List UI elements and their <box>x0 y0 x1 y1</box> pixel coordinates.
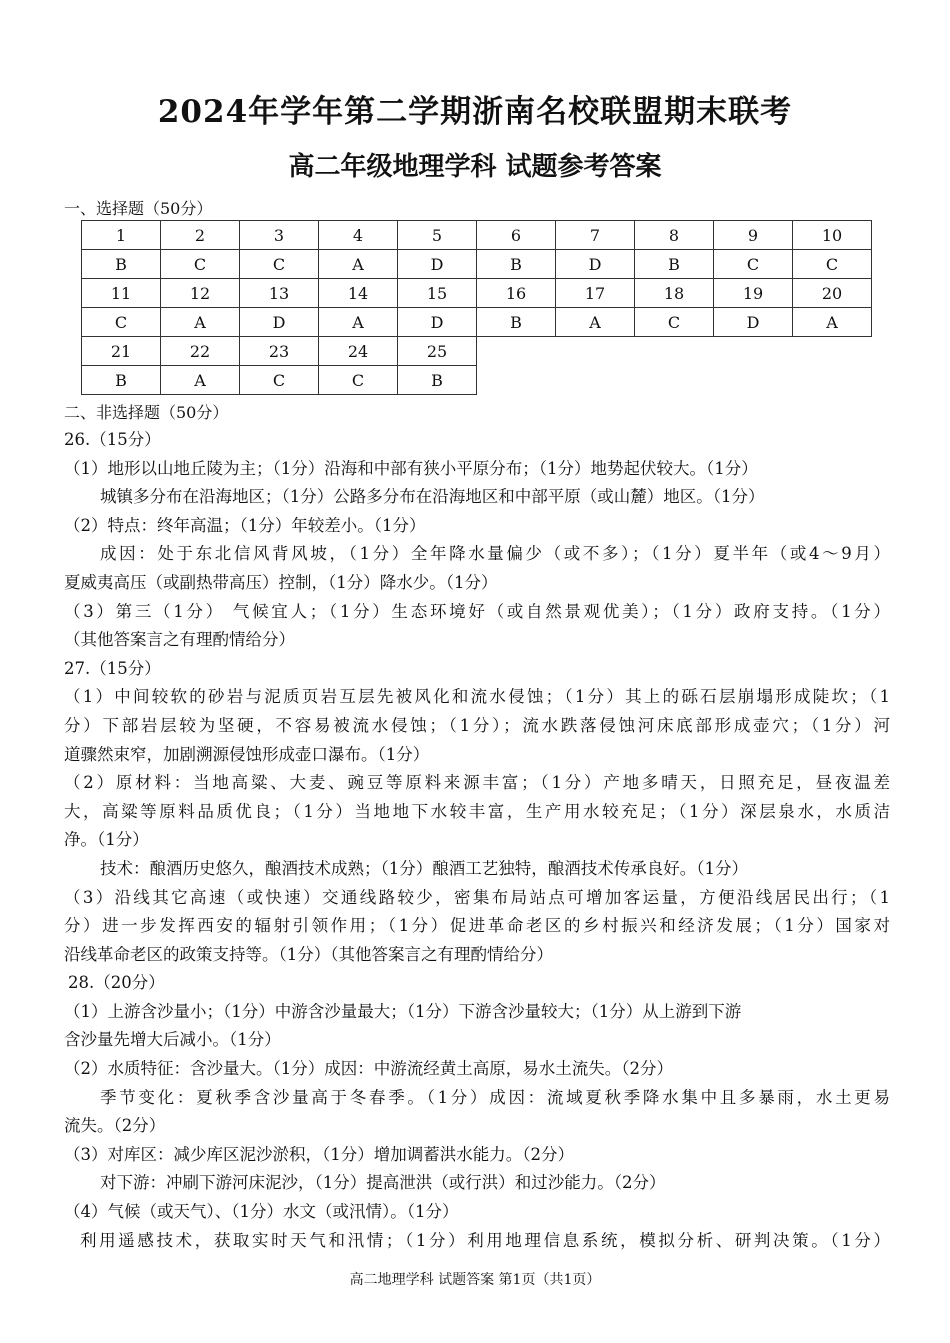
answer-cell: D <box>240 308 319 337</box>
question-number-cell: 24 <box>319 337 398 366</box>
question-number-cell: 23 <box>240 337 319 366</box>
answer-line: （其他答案言之有理酌情给分） <box>64 630 295 650</box>
question-number-cell: 18 <box>635 279 714 308</box>
answer-cell: A <box>556 308 635 337</box>
question-number-cell: 11 <box>82 279 161 308</box>
answer-cell: A <box>319 250 398 279</box>
question-number-cell: 21 <box>82 337 161 366</box>
question-number-cell: 15 <box>398 279 477 308</box>
answer-cell: B <box>82 366 161 395</box>
answer-line: 道骤然束窄，加剧溯源侵蚀形成壶口瀑布。（1分） <box>64 744 430 764</box>
question-number-row <box>82 221 872 250</box>
empty-cell <box>477 366 556 395</box>
page-footer: 高二地理学科 试题答案 第1页（共1页） <box>349 1272 601 1288</box>
question-number-cell: 14 <box>319 279 398 308</box>
answer-line: 技术：酿酒历史悠久，酿酒技术成熟；（1分）酿酒工艺独特，酿酒技术传承良好。（1分） <box>100 858 748 878</box>
page-subtitle: 高二年级地理学科 试题参考答案 <box>288 152 662 182</box>
question-number-row <box>82 279 872 308</box>
answer-cell: B <box>82 250 161 279</box>
answer-line: （4）气候（或天气）、（1分）水文（或汛情）。（1分） <box>64 1202 459 1222</box>
answer-cell: B <box>398 366 477 395</box>
answer-line: 成因：处于东北信风背风坡，（1分）全年降水量偏少（或不多）；（1分）夏半年（或4～9月） <box>100 544 890 564</box>
question-number-cell: 8 <box>635 221 714 250</box>
question-number-row <box>82 337 872 366</box>
answer-line: （2）原材料：当地高粱、大麦、豌豆等原料来源丰富；（1分）产地多晴天，日照充足，昼夜温差 <box>64 773 890 793</box>
question-number-cell: 13 <box>240 279 319 308</box>
answer-line: 夏威夷高压（或副热带高压）控制，（1分）降水少。（1分） <box>64 572 498 592</box>
answer-cell: D <box>556 250 635 279</box>
answer-cell: C <box>240 250 319 279</box>
question-number-cell: 25 <box>398 337 477 366</box>
empty-cell <box>635 366 714 395</box>
empty-cell <box>793 366 872 395</box>
question-number-cell: 5 <box>398 221 477 250</box>
answer-line: （1）上游含沙量小；（1分）中游含沙量最大；（1分）下游含沙量较大；（1分）从上游到下游 <box>64 1001 742 1021</box>
answer-cell: B <box>477 308 556 337</box>
section-heading-choice: 一、选择题（50分） <box>64 199 213 218</box>
question-number-cell: 9 <box>714 221 793 250</box>
answer-cell: C <box>635 308 714 337</box>
answer-table <box>81 220 872 395</box>
answer-row <box>82 308 872 337</box>
answer-line: 分）下部岩层较为坚硬，不容易被流水侵蚀；（1分）；流水跌落侵蚀河床底部形成壶穴；（1分）河 <box>64 715 890 735</box>
answer-line: 净。（1分） <box>64 830 149 850</box>
answer-line: （1）中间较软的砂岩与泥质页岩互层先被风化和流水侵蚀；（1分）其上的砾石层崩塌形成陡坎；（1 <box>64 687 890 707</box>
question-number-cell: 19 <box>714 279 793 308</box>
empty-cell <box>793 337 872 366</box>
answer-line: 沿线革命老区的政策支持等。（1分）（其他答案言之有理酌情给分） <box>64 944 553 964</box>
section-heading-nonchoice: 二、非选择题（50分） <box>64 403 229 422</box>
page-title: 2024年学年第二学期浙南名校联盟期末联考 <box>157 94 793 130</box>
answer-row <box>82 250 872 279</box>
empty-cell <box>556 337 635 366</box>
answer-line: （1）地形以山地丘陵为主；（1分）沿海和中部有狭小平原分布；（1分）地势起伏较大。（1分） <box>64 458 758 478</box>
answer-line: 对下游：冲刷下游河床泥沙，（1分）提高泄洪（或行洪）和过沙能力。（2分） <box>100 1173 666 1193</box>
answer-cell: C <box>793 250 872 279</box>
empty-cell <box>714 366 793 395</box>
answer-cell: D <box>714 308 793 337</box>
answer-cell: D <box>398 250 477 279</box>
answer-cell: C <box>240 366 319 395</box>
answer-row <box>82 366 872 395</box>
answer-cell: A <box>793 308 872 337</box>
answer-line: 流失。（2分） <box>64 1116 166 1136</box>
question-number-cell: 20 <box>793 279 872 308</box>
question-number-cell: 2 <box>161 221 240 250</box>
empty-cell <box>477 337 556 366</box>
answer-cell: A <box>161 366 240 395</box>
question-number-cell: 16 <box>477 279 556 308</box>
question-number-cell: 17 <box>556 279 635 308</box>
answer-line: 城镇多分布在沿海地区；（1分）公路多分布在沿海地区和中部平原（或山麓）地区。（1分） <box>100 487 765 507</box>
answer-cell: A <box>161 308 240 337</box>
empty-cell <box>714 337 793 366</box>
question-number-cell: 22 <box>161 337 240 366</box>
answer-line: （3）第三（1分） 气候宜人；（1分）生态环境好（或自然景观优美）；（1分）政府支持。（1分） <box>64 601 890 621</box>
answer-cell: C <box>319 366 398 395</box>
answer-line: 季节变化：夏秋季含沙量高于冬春季。（1分）成因：流域夏秋季降水集中且多暴雨，水土更易 <box>100 1087 890 1107</box>
answer-body <box>64 426 890 1255</box>
answer-line: （2）水质特征：含沙量大。（1分）成因：中游流经黄土高原，易水土流失。（2分） <box>64 1059 673 1079</box>
question-number-cell: 7 <box>556 221 635 250</box>
answer-cell: D <box>398 308 477 337</box>
answer-line: 分）进一步发挥西安的辐射引领作用；（1分）促进革命老区的乡村振兴和经济发展；（1分）国家对 <box>64 916 890 936</box>
answer-cell: A <box>319 308 398 337</box>
question-number-cell: 4 <box>319 221 398 250</box>
answer-line: （3）沿线其它高速（或快速）交通线路较少，密集布局站点可增加客运量，方便沿线居民出行；（1 <box>64 887 890 907</box>
answer-line: 含沙量先增大后减小。（1分） <box>64 1030 281 1050</box>
answer-line: 27.（15分） <box>64 658 161 678</box>
answer-cell: C <box>714 250 793 279</box>
answer-cell: C <box>161 250 240 279</box>
empty-cell <box>635 337 714 366</box>
answer-cell: B <box>635 250 714 279</box>
question-number-cell: 12 <box>161 279 240 308</box>
answer-line: （3）对库区：减少库区泥沙淤积，（1分）增加调蓄洪水能力。（2分） <box>64 1144 574 1164</box>
question-number-cell: 10 <box>793 221 872 250</box>
answer-line: （2）特点：终年高温；（1分）年较差小。（1分） <box>64 515 426 535</box>
answer-line: 26.（15分） <box>64 430 161 449</box>
question-number-cell: 3 <box>240 221 319 250</box>
empty-cell <box>556 366 635 395</box>
answer-line: 利用遥感技术，获取实时天气和汛情；（1分）利用地理信息系统，模拟分析、研判决策。（1分） <box>80 1230 890 1250</box>
answer-cell: C <box>82 308 161 337</box>
question-number-cell: 6 <box>477 221 556 250</box>
question-number-cell: 1 <box>82 221 161 250</box>
answer-line: 大，高粱等原料品质优良；（1分）当地地下水较丰富，生产用水较充足；（1分）深层泉水，水质洁 <box>64 801 890 821</box>
answer-line: 28.（20分） <box>68 973 165 993</box>
answer-cell: B <box>477 250 556 279</box>
